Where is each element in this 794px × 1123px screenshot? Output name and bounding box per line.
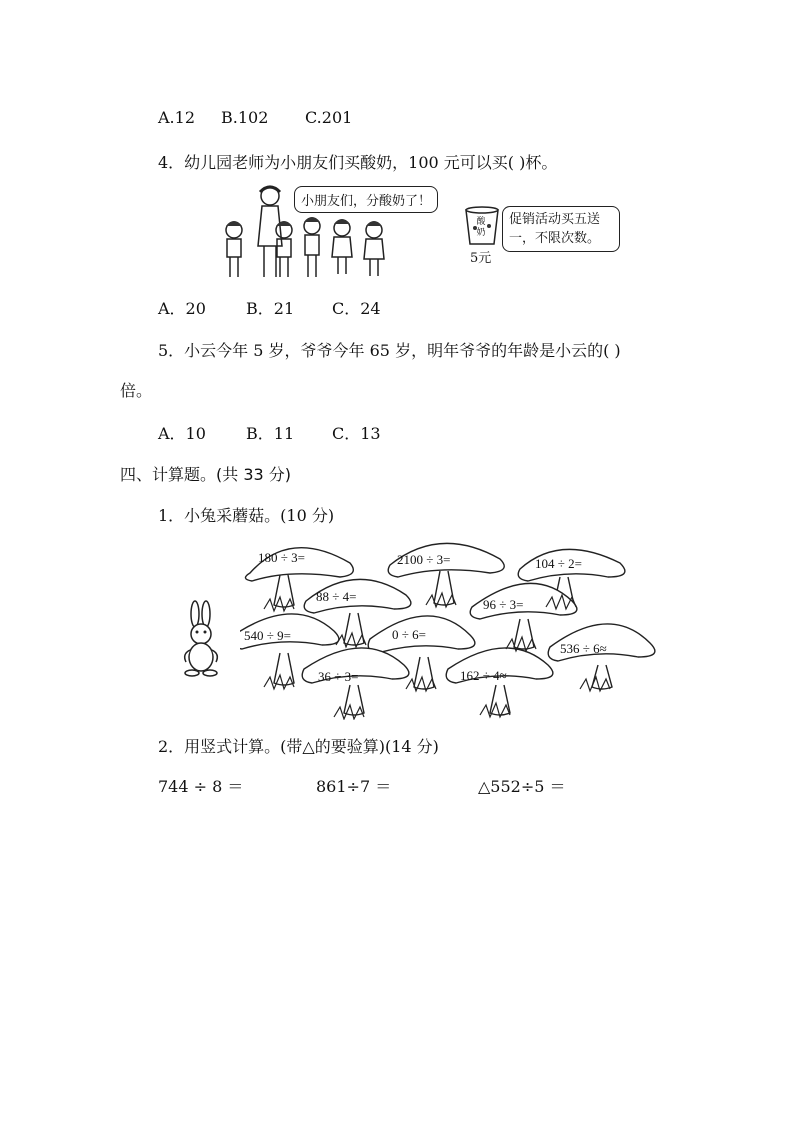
rabbit-icon <box>180 600 226 680</box>
mushroom-3: 104 ÷ 2= <box>535 556 582 571</box>
q5-question: 5．小云今年 5 岁，爷爷今年 65 岁，明年爷爷的年龄是小云的( ) <box>158 341 621 360</box>
q4-option-a: A．20 <box>158 299 206 318</box>
q3-option-c: C.201 <box>305 108 353 127</box>
part1-title: 1．小兔采蘑菇。(10 分) <box>158 506 335 525</box>
mushroom-10: 162 ÷ 4≈ <box>460 668 507 683</box>
mushroom-8: 536 ÷ 6≈ <box>560 641 607 656</box>
q3-option-b: B.102 <box>221 108 269 127</box>
q3-options <box>158 108 352 127</box>
mushroom-7: 0 ÷ 6= <box>392 627 426 642</box>
q4-option-b: B．21 <box>246 299 295 318</box>
mushroom-6: 540 ÷ 9= <box>244 628 291 643</box>
vertical-3: △552÷5 ＝ <box>478 777 566 796</box>
mushroom-1: 180 ÷ 3= <box>258 550 305 565</box>
q3-option-a: A.12 <box>158 108 195 127</box>
mushroom-9: 36 ÷ 3= <box>318 669 359 684</box>
promo-bubble: 促销活动买五送一，不限次数。 <box>502 206 620 252</box>
q4-option-c: C．24 <box>332 299 381 318</box>
q5-option-b: B．11 <box>246 424 295 443</box>
q5-question-cont: 倍。 <box>120 381 153 400</box>
q4-question: 4．幼儿园老师为小朋友们买酸奶，100 元可以买( )杯。 <box>158 153 558 172</box>
mushroom-4: 88 ÷ 4= <box>316 589 357 604</box>
q5-options <box>158 421 381 444</box>
section-title: 四、计算题。(共 33 分) <box>120 465 292 484</box>
speech-bubble: 小朋友们，分酸奶了！ <box>294 186 438 213</box>
q5-option-c: C．13 <box>332 424 381 443</box>
part2-title: 2．用竖式计算。(带△的要验算)(14 分) <box>158 737 439 756</box>
vertical-1: 744 ÷ 8 ＝ <box>158 777 244 796</box>
q4-options <box>158 296 381 319</box>
price-label: 5元 <box>470 251 492 266</box>
vertical-2: 861÷7 ＝ <box>316 777 392 796</box>
cup-label: 酸奶 <box>476 217 486 238</box>
mushroom-2: 2100 ÷ 3= <box>397 552 451 567</box>
q5-option-a: A．10 <box>158 424 206 443</box>
mushroom-5: 96 ÷ 3= <box>483 597 524 612</box>
